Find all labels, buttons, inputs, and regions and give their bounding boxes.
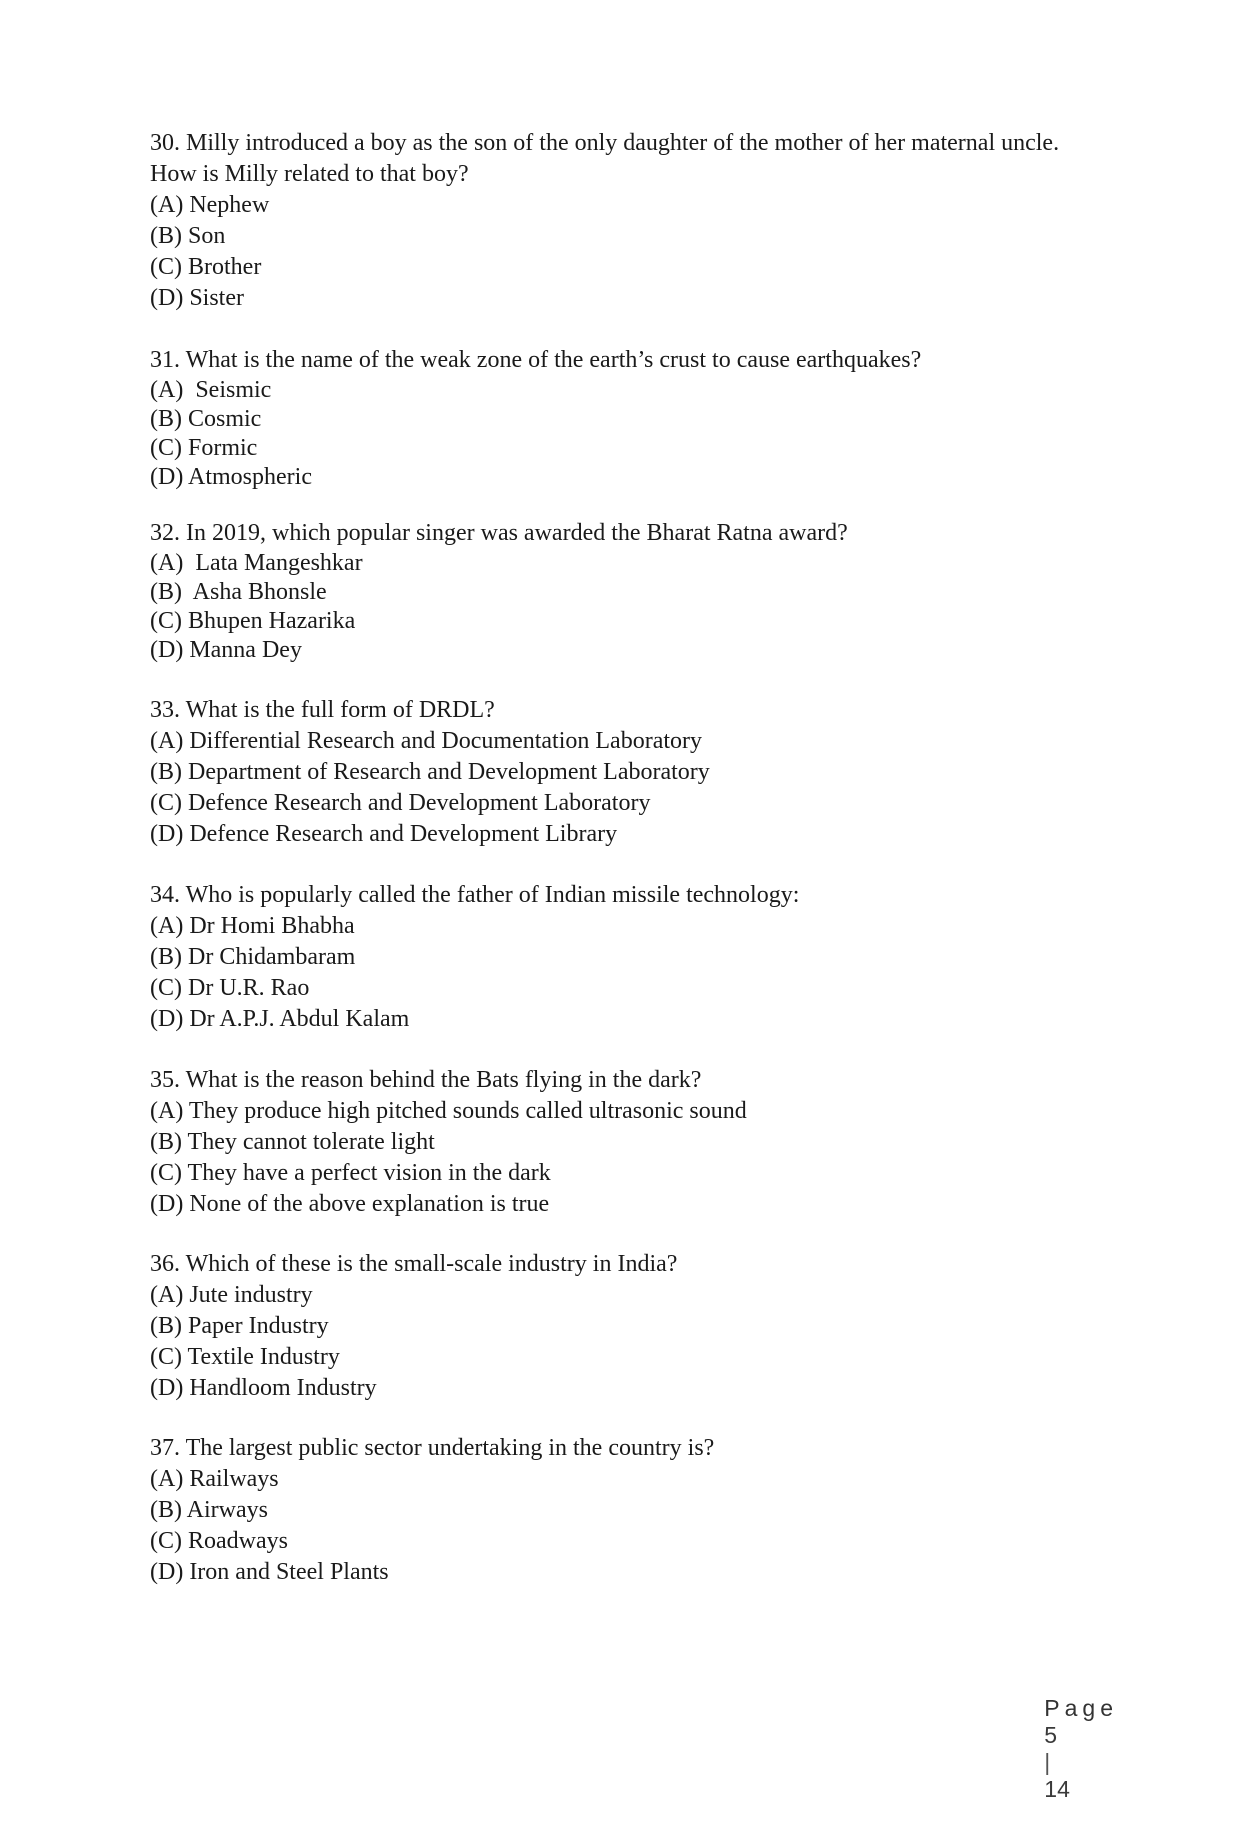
option-c: (C) Formic (150, 435, 258, 461)
page-word: Page (1044, 1695, 1118, 1721)
option-d: (D) Handloom Industry (150, 1375, 377, 1401)
option-c: (C) Defence Research and Development Laboratory (150, 790, 651, 816)
option-a: (A) Lata Mangeshkar (150, 550, 363, 576)
question-33 (150, 695, 710, 850)
page-separator: | (1044, 1749, 1051, 1775)
option-b: (B) Cosmic (150, 406, 262, 432)
option-c: (C) They have a perfect vision in the dark (150, 1160, 551, 1186)
option-b: (B) Department of Research and Development Laboratory (150, 759, 710, 785)
option-b: (B) Paper Industry (150, 1313, 329, 1339)
option-a: (A) They produce high pitched sounds called ultrasonic sound (150, 1098, 747, 1124)
question-stem-line: How is Milly related to that boy? (150, 161, 469, 187)
option-a: (A) Jute industry (150, 1282, 313, 1308)
question-stem-line: 32. In 2019, which popular singer was awarded the Bharat Ratna award? (150, 520, 848, 546)
option-c: (C) Bhupen Hazarika (150, 608, 356, 634)
option-c: (C) Textile Industry (150, 1344, 340, 1370)
option-c: (C) Roadways (150, 1528, 288, 1554)
question-stem-line: 37. The largest public sector undertaking in the country is? (150, 1435, 715, 1461)
question-30 (150, 128, 1059, 314)
option-b: (B) Dr Chidambaram (150, 944, 356, 970)
option-a: (A) Dr Homi Bhabha (150, 913, 355, 939)
option-d: (D) None of the above explanation is true (150, 1191, 550, 1217)
option-b: (B) Son (150, 223, 226, 249)
option-b: (B) Airways (150, 1497, 268, 1523)
page-footer (1019, 1668, 1118, 1830)
question-32 (150, 518, 848, 665)
question-37 (150, 1433, 714, 1588)
option-d: (D) Sister (150, 285, 244, 311)
option-c: (C) Dr U.R. Rao (150, 975, 310, 1001)
question-stem-line: 30. Milly introduced a boy as the son of the only daughter of the mother of her maternal uncle. (150, 130, 1060, 156)
option-d: (D) Defence Research and Development Library (150, 821, 618, 847)
option-a: (A) Nephew (150, 192, 270, 218)
question-stem-line: 33. What is the full form of DRDL? (150, 697, 495, 723)
page-number: 5 (1044, 1722, 1058, 1748)
option-a: (A) Seismic (150, 377, 272, 403)
question-31 (150, 345, 921, 492)
option-a: (A) Differential Research and Documentation Laboratory (150, 728, 702, 754)
option-b: (B) Asha Bhonsle (150, 579, 327, 605)
option-d: (D) Iron and Steel Plants (150, 1559, 389, 1585)
question-stem-line: 35. What is the reason behind the Bats flying in the dark? (150, 1067, 702, 1093)
option-c: (C) Brother (150, 254, 262, 280)
question-stem-line: 34. Who is popularly called the father of Indian missile technology: (150, 882, 800, 908)
option-b: (B) They cannot tolerate light (150, 1129, 435, 1155)
question-35 (150, 1065, 747, 1220)
question-stem-line: 31. What is the name of the weak zone of the earth’s crust to cause earthquakes? (150, 347, 922, 373)
option-d: (D) Dr A.P.J. Abdul Kalam (150, 1006, 410, 1032)
question-36 (150, 1249, 677, 1404)
total-pages: 14 (1044, 1776, 1070, 1802)
option-a: (A) Railways (150, 1466, 279, 1492)
option-d: (D) Manna Dey (150, 637, 302, 663)
question-stem-line: 36. Which of these is the small-scale industry in India? (150, 1251, 678, 1277)
question-34 (150, 880, 799, 1035)
option-d: (D) Atmospheric (150, 464, 312, 490)
